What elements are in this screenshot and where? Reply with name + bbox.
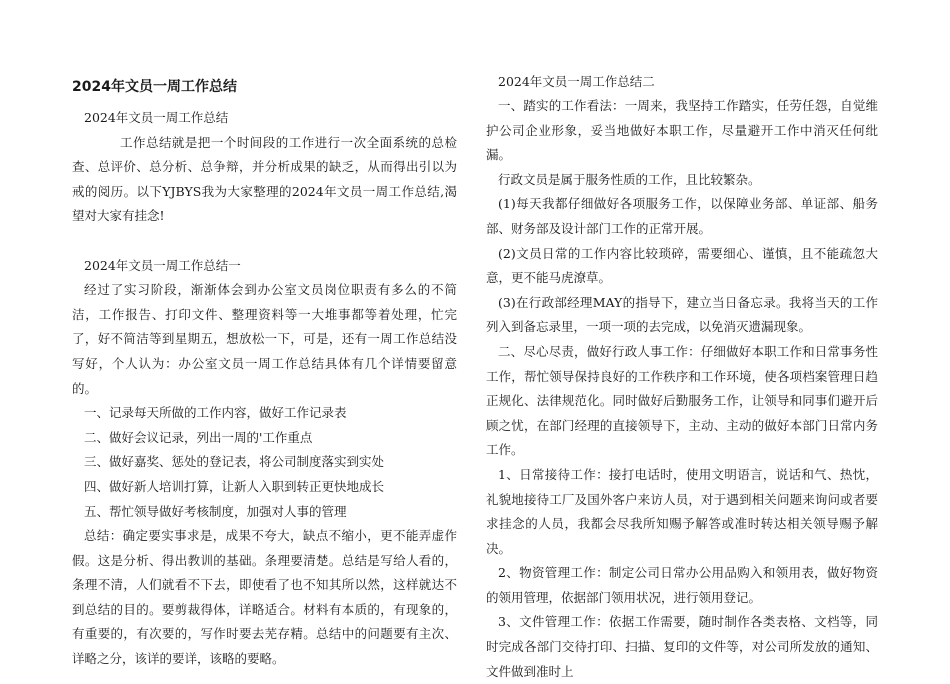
section1-paragraph: 经过了实习阶段，渐渐体会到办公室文员岗位职责有多么的不简洁，工作报告、打印文件、整理资料等一大堆事都等着处理，忙完了，好不简洁等到星期五，想放松一下，可是，还有一周工作总结没写好，个人认为：办公室文员一周工作总结具体有几个详情要留意的。: [72, 282, 457, 396]
list-item-4: 四、做好新人培训打算，让新人入职到转正更快地成长: [84, 478, 385, 494]
blank-line: [72, 229, 457, 254]
section2-paragraph-8: 2、物资管理工作：制定公司日常办公用品购入和领用表，做好物资的领用管理，依据部门领用状况，进行领用登记。: [486, 565, 878, 605]
section2-paragraph-5: (3)在行政部经理MAY的指导下，建立当日备忘录。我将当天的工作列入到备忘录里，一项一项的去完成，以免消灭遗漏现象。: [486, 294, 878, 335]
list-item-5: 五、帮忙领导做好考核制度，加强对人事的管理: [84, 503, 347, 519]
right-column: [486, 70, 878, 684]
section2-paragraph-4: (2)文员日常的工作内容比较琐碎，需要细心、谨慎，且不能疏忽大意，更不能马虎潦草。: [486, 245, 878, 286]
left-column: [72, 70, 457, 672]
section2-title: 2024年文员一周工作总结二: [498, 74, 655, 89]
section2-paragraph-2: 行政文员是属于服务性质的工作，且比较繁杂。: [498, 171, 761, 187]
section2-paragraph-1: 一、踏实的工作看法：一周来，我坚持工作踏实，任劳任怨，自觉维护公司企业形象，妥当地做好本职工作，尽量避开工作中消灭任何纰漏。: [486, 98, 878, 163]
section2-paragraph-6: 二、尽心尽责，做好行政人事工作：仔细做好本职工作和日常事务性工作，帮忙领导保持良好的工作秩序和工作环境，使各项档案管理日趋正规化、法律规范化。同时做好后勤服务工作，让领导和同事们避开后顾之忧，在部门经理的直接领导下，主动、主动的做好本部门日常内务工作。: [486, 343, 878, 458]
list-item-2: 二、做好会议记录，列出一周的'工作重点: [84, 429, 313, 445]
section2-paragraph-9: 3、文件管理工作：依据工作需要，随时制作各类表格、文档等，同时完成各部门交待打印、扫描、复印的文件等，对公司所发放的通知、文件做到准时上: [486, 614, 878, 679]
document-title: 2024年文员一周工作总结: [72, 79, 237, 95]
intro-paragraph: 工作总结就是把一个时间段的工作进行一次全面系统的总检查、总评价、总分析、总争辩，并分析成果的缺乏，从而得出引以为戒的阅历。以下YJBYS我为大家整理的2024年文员一周工作总结,渴望对大家有挂念!: [72, 134, 457, 224]
section1-title: 2024年文员一周工作总结一: [84, 257, 241, 273]
summary-paragraph: 总结：确定要实事求是，成果不夸大，缺点不缩小，更不能弄虚作假。这是分析、得出教训的基础。条理要清楚。总结是写给人看的，条理不清，人们就看不下去，即使看了也不知其所以然，这样就达不到总结的目的。要剪裁得体，详略适合。材料有本质的，有现象的，有重要的，有次要的，写作时要去芜存精。总结中的问题要有主次、详略之分，该详的要详，该略的要略。: [72, 528, 457, 667]
list-item-1: 一、记录每天所做的工作内容，做好工作记录表: [84, 405, 347, 421]
section2-paragraph-7: 1、日常接待工作：接打电话时，使用文明语言，说话和气、热忱，礼貌地接待工厂及国外客户来访人员，对于遇到相关问题来询问或者要求挂念的人员，我都会尽我所知赐予解答或准时转达相关领导赐予解决。: [486, 466, 878, 556]
list-item-3: 三、做好嘉奖、惩处的登记表，将公司制度落实到实处: [84, 454, 385, 470]
document-subtitle: 2024年文员一周工作总结: [84, 110, 229, 125]
section2-paragraph-3: (1)每天我都仔细做好各项服务工作，以保障业务部、单证部、船务部、财务部及设计部门工作的正常开展。: [486, 196, 878, 236]
